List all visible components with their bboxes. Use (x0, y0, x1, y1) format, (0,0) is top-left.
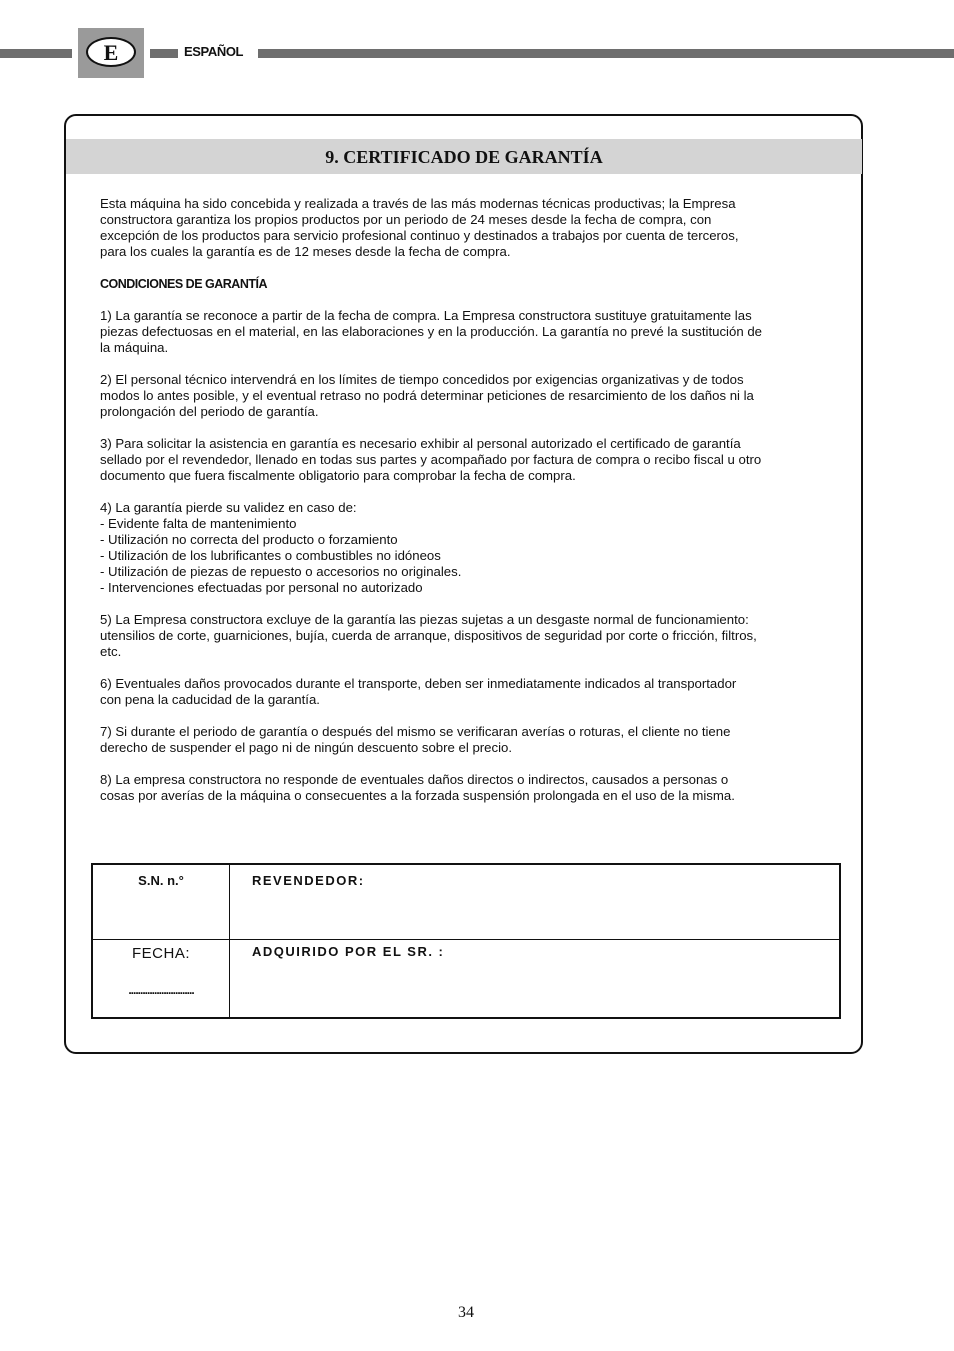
clause-1: 1) La garantía se reconoce a partir de la fecha de compra. La Empresa constructora sustituye gratuitamente las piezas defectuosas en el material, en las elaboraciones y en la producción. La garantía no prevé la sustitución de la máquina. (100, 308, 762, 355)
intro-paragraph: Esta máquina ha sido concebida y realizada a través de las más modernas técnicas productivas; la Empresa constructora garantiza los propios productos por un periodo de 24 meses desde la fecha de compra, con excepción de los productos para servicio profesional continuo y destinados a trabajos por cuenta de terceros, para los cuales la garantía es de 12 meses desde la fecha de compra. (100, 196, 739, 259)
date-label: FECHA: (131, 945, 190, 962)
reseller-label: REVENDEDOR: (252, 873, 365, 888)
warranty-form-table (91, 863, 841, 1019)
header-rule-right (258, 49, 954, 58)
header-rule-mid (150, 49, 178, 58)
clause-5: 5) La Empresa constructora excluye de la garantía las piezas sujetas a un desgaste normal de funcionamiento: utensilios de corte, guarniciones, bujía, cuerda de arranque, dispositivos de seguridad por corte o fricción, filtros, etc. (100, 612, 757, 659)
clause-4: 4) La garantía pierde su validez en caso de: - Evidente falta de mantenimiento - Utilización no correcta del producto o forzamiento - Utilización de los lubrificantes o combustibles no idóneos - Utilización de piezas de repuesto o accesorios no originales. - Intervenciones efectuadas por personal no autorizado (100, 500, 462, 595)
serial-number-label: S.N. n.° (138, 873, 184, 888)
date-dotted-line: ............................ (128, 983, 194, 997)
page-number: 34 (458, 1304, 474, 1321)
clause-7: 7) Si durante el periodo de garantía o después del mismo se verificaran averías o roturas, el cliente no tiene derecho de suspender el pago ni de ningún descuento sobre el precio. (100, 724, 731, 755)
header-rule-left (0, 49, 72, 58)
buyer-label: ADQUIRIDO POR EL SR. : (252, 944, 445, 959)
clause-2: 2) El personal técnico intervendrá en los límites de tiempo concedidos por exigencias organizativas y de todos modos lo antes posible, y el eventual retraso no podrá determinar peticiones de resarcimiento de los daños ni la prolongación del periodo de garantía. (100, 372, 754, 419)
certificate-body (100, 196, 827, 820)
clause-6: 6) Eventuales daños provocados durante el transporte, deben ser inmediatamente indicados al transportador con pena la caducidad de la garantía. (100, 676, 737, 707)
language-badge (78, 28, 144, 78)
language-label: ESPAÑOL (184, 44, 244, 59)
conditions-heading: CONDICIONES DE GARANTÍA (100, 277, 267, 291)
page-title: 9. CERTIFICADO DE GARANTÍA (325, 147, 603, 167)
table-divider-horizontal (93, 939, 839, 940)
table-divider-vertical (229, 865, 230, 1017)
clause-8: 8) La empresa constructora no responde de eventuales daños directos o indirectos, causados a personas o cosas por averías de la máquina o consecuentes a la forzada suspensión prolongada en el uso de la misma. (100, 772, 735, 803)
language-badge-letter: E (86, 37, 136, 67)
clause-3: 3) Para solicitar la asistencia en garantía es necesario exhibir al personal autorizado el certificado de garantía sellado por el revendedor, llenado en todas sus partes y acompañado por factura de compra o recibo fiscal u otro documento que fuera fiscalmente obligatorio para comprobar la fecha de compra. (100, 436, 762, 483)
